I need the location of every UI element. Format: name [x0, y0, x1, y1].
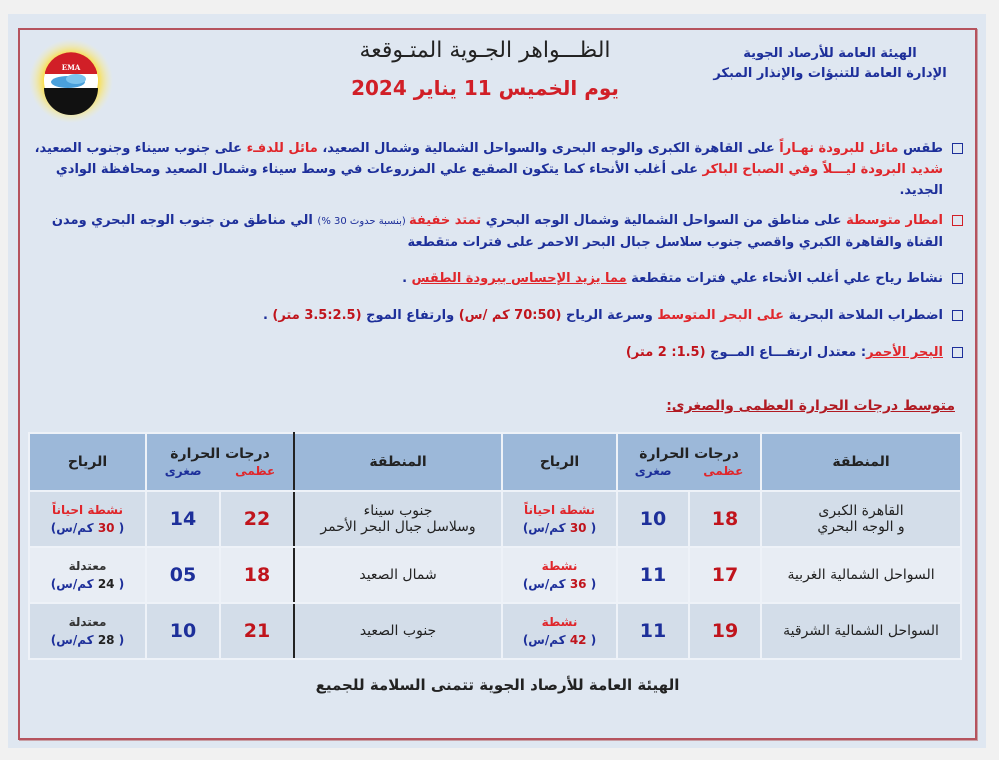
- temperature-table: [28, 432, 962, 660]
- checkbox-icon: [952, 310, 963, 321]
- max-temp-cell: 17: [689, 547, 761, 603]
- bullet-text-segment: (1.5: 2 متر): [625, 345, 706, 360]
- min-temp-cell: 11: [617, 547, 689, 603]
- bullet-red-sea: [30, 342, 963, 363]
- bullet-text-segment: مائل للدفـء: [246, 141, 318, 156]
- min-temp-cell: 14: [146, 491, 220, 547]
- wind-cell: نشطة ( 42 كم/س): [502, 603, 617, 659]
- min-temp-cell: 05: [146, 547, 220, 603]
- bullet-text-segment: نشاط رياح علي أغلب الأنحاء علي فترات متقطعة: [626, 271, 943, 286]
- bullet-text-segment: على البحر المتوسط: [657, 308, 785, 323]
- svg-text:EMA: EMA: [61, 63, 81, 72]
- bulletin-title: الظـــواهر الجـوية المتـوقعة: [359, 38, 611, 63]
- checkbox-icon: [952, 143, 963, 154]
- wind-cell: نشطة احياناً ( 30 كم/س): [29, 491, 146, 547]
- wind-cell: نشطة ( 36 كم/س): [502, 547, 617, 603]
- wind-cell: معتدلة ( 24 كم/س): [29, 547, 146, 603]
- bullet-text-segment: (70:50 كم /س): [458, 308, 562, 323]
- bulletin-frame: [18, 28, 977, 740]
- bullet-text-segment: .: [402, 271, 412, 286]
- min-temp-cell: 10: [617, 491, 689, 547]
- bullet-text-segment: (بنسبة حدوث 30 %): [317, 216, 409, 227]
- org-line-2: الإدارة العامة للتنبؤات والإنذار المبكر: [713, 66, 947, 81]
- bullet-rain: [30, 210, 963, 253]
- max-temp-cell: 18: [220, 547, 294, 603]
- min-temp-cell: 11: [617, 603, 689, 659]
- region-cell: السواحل الشمالية الشرقية: [761, 603, 961, 659]
- region-cell: شمال الصعيد: [294, 547, 502, 603]
- forecast-bullets: [30, 138, 963, 363]
- checkbox-icon: [952, 273, 963, 284]
- header-temps: درجات الحرارة عظمى صغرى: [617, 433, 761, 491]
- bullet-weather: [30, 138, 963, 201]
- bullet-wind: [30, 268, 963, 289]
- max-temp-cell: 19: [689, 603, 761, 659]
- organization-name: [710, 44, 950, 84]
- bullet-text-segment: مائل للبرودة نهـاراً: [779, 141, 899, 156]
- bullet-text-segment: .: [262, 308, 273, 323]
- bullet-text-segment: على مناطق من السواحل الشمالية وشمال الوجه البحري: [481, 213, 847, 228]
- max-temp-cell: 21: [220, 603, 294, 659]
- table-row: [29, 547, 961, 603]
- table-row: [29, 603, 961, 659]
- temperature-section-title: متوسط درجات الحرارة العظمى والصغرى:: [666, 398, 955, 414]
- header-region: المنطقة: [761, 433, 961, 491]
- table-header-row: [29, 433, 961, 491]
- bullet-text-segment: طقس: [898, 141, 943, 156]
- footer-message: الهيئة العامة للأرصاد الجوية تتمنى السلامة للجميع: [315, 676, 680, 694]
- bullet-text-segment: على أغلب الأنحاء كما يتكون الصقيع علي المزروعات في وسط سيناء وشمال الصعيد ومحافظة الوادي الجديد.: [55, 162, 943, 198]
- table-row: [29, 491, 961, 547]
- org-line-1: الهيئة العامة للأرصاد الجوية: [743, 46, 917, 61]
- bullet-text-segment: وارتفاع الموج: [361, 308, 459, 323]
- header-wind: الرياح: [29, 433, 146, 491]
- bullet-text-segment: مما يزيد الإحساس ببرودة الطقس: [411, 271, 627, 286]
- bullet-text-segment: : معتدل ارتفـــاع المــوج: [705, 345, 867, 360]
- bullet-text-segment: شديد البرودة ليـــلاً وفي الصباح الباكر: [702, 162, 943, 177]
- bullet-text-segment: على القاهرة الكبرى والوجه البحرى والسواحل الشمالية وشمال الصعيد،: [317, 141, 780, 156]
- bullet-text-segment: على جنوب سيناء وجنوب الصعيد،: [34, 141, 247, 156]
- min-temp-cell: 10: [146, 603, 220, 659]
- wind-cell: معتدلة ( 28 كم/س): [29, 603, 146, 659]
- bullet-mediterranean: [30, 305, 963, 326]
- wind-cell: نشطة احياناً ( 30 كم/س): [502, 491, 617, 547]
- header-region: المنطقة: [294, 433, 502, 491]
- bullet-text-segment: اضطراب الملاحة البحرية: [784, 308, 943, 323]
- region-cell: جنوب سيناء وسلاسل جبال البحر الأحمر: [294, 491, 502, 547]
- bullet-text-segment: البحر الأحمر: [866, 345, 943, 360]
- region-cell: جنوب الصعيد: [294, 603, 502, 659]
- header-temps: درجات الحرارة عظمى صغرى: [146, 433, 294, 491]
- bulletin-date: يوم الخميس 11 يناير 2024: [351, 76, 619, 100]
- checkbox-icon: [952, 215, 963, 226]
- bullet-text-segment: تمتد خفيفة: [408, 213, 482, 228]
- region-cell: السواحل الشمالية الغربية: [761, 547, 961, 603]
- ema-logo-icon: [28, 38, 114, 124]
- max-temp-cell: 22: [220, 491, 294, 547]
- bullet-text-segment: الي مناطق من جنوب الوجه البحري ومدن القناة والقاهرة الكبري واقصي جنوب سلاسل جبال البحر الاحمر على فترات متقطعة: [51, 213, 943, 250]
- header-wind: الرياح: [502, 433, 617, 491]
- bullet-text-segment: امطار متوسطة: [846, 213, 943, 228]
- bullet-text-segment: (3.5:2.5 متر): [272, 308, 362, 323]
- region-cell: القاهرة الكبرى و الوجه البحري: [761, 491, 961, 547]
- max-temp-cell: 18: [689, 491, 761, 547]
- bullet-text-segment: وسرعة الرياح: [561, 308, 658, 323]
- checkbox-icon: [952, 347, 963, 358]
